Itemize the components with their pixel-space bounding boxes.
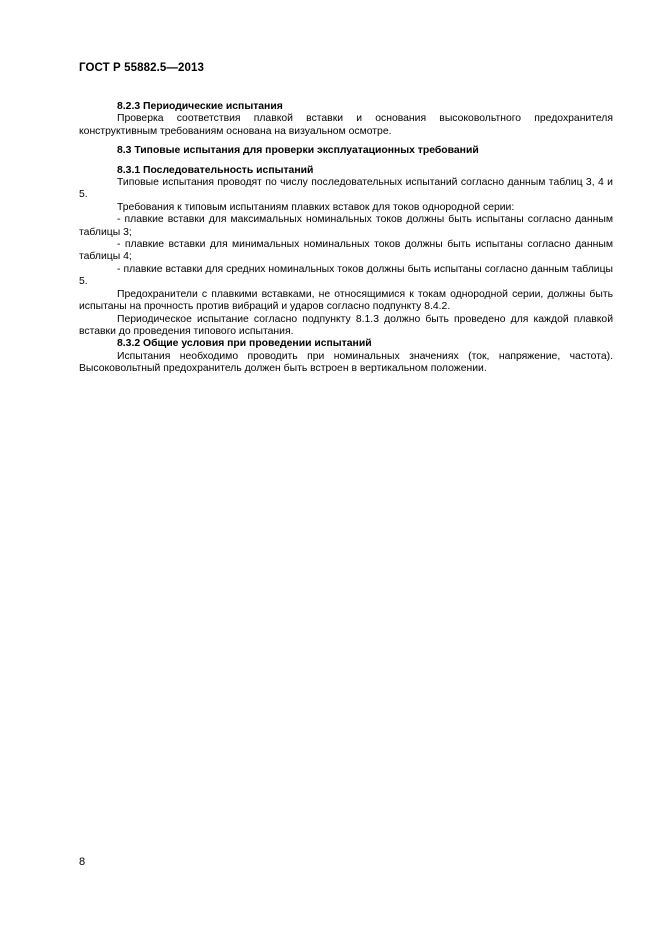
list-item-mid-current: - плавкие вставки для средних номинальных токов должны быть испытаны согласно данным таблицы 5.	[79, 263, 613, 288]
page-number: 8	[79, 856, 86, 868]
paragraph-8-3-1-6: Предохранители с плавкими вставками, не относящимися к токам однородной серии, должны быть испытаны на прочность против вибраций и ударов согласно подпункту 8.4.2.	[79, 288, 613, 313]
paragraph-8-3-2: Испытания необходимо проводить при номинальных значениях (ток, напряжение, частота). Высоковольтный предохранитель должен быть встроен в вертикальном положении.	[79, 350, 613, 375]
paragraph-8-3-1-1: Типовые испытания проводят по числу последовательных испытаний согласно данным таблиц 3, 4 и 5.	[79, 177, 613, 201]
paragraph-8-3-1-2: Требования к типовым испытаниям плавких вставок для токов однородной серии:	[117, 201, 515, 213]
section-heading-8-2-3: 8.2.3 Периодические испытания	[117, 101, 283, 112]
section-heading-8-3: 8.3 Типовые испытания для проверки эксплуатационных требований	[117, 145, 479, 157]
document-body	[79, 101, 613, 376]
list-item-min-current: - плавкие вставки для минимальных номинальных токов должны быть испытаны согласно данным таблицы 4;	[79, 239, 613, 263]
section-heading-8-3-1: 8.3.1 Последовательность испытаний	[117, 164, 314, 176]
list-item-max-current: - плавкие вставки для максимальных номинальных токов должны быть испытаны согласно данным таблицы 3;	[79, 214, 613, 238]
section-heading-8-3-2: 8.3.2 Общие условия при проведении испытаний	[117, 338, 372, 350]
document-code-header: ГОСТ Р 55882.5—2013	[79, 62, 204, 74]
paragraph-8-3-1-7: Периодическое испытание согласно подпункту 8.1.3 должно быть проведено для каждой плавкой вставки до проведения типового испытания.	[79, 313, 613, 337]
paragraph-8-2-3: Проверка соответствия плавкой вставки и основания высоковольтного предохранителя конструктивным требованиям основана на визуальном осмотре.	[79, 113, 613, 137]
